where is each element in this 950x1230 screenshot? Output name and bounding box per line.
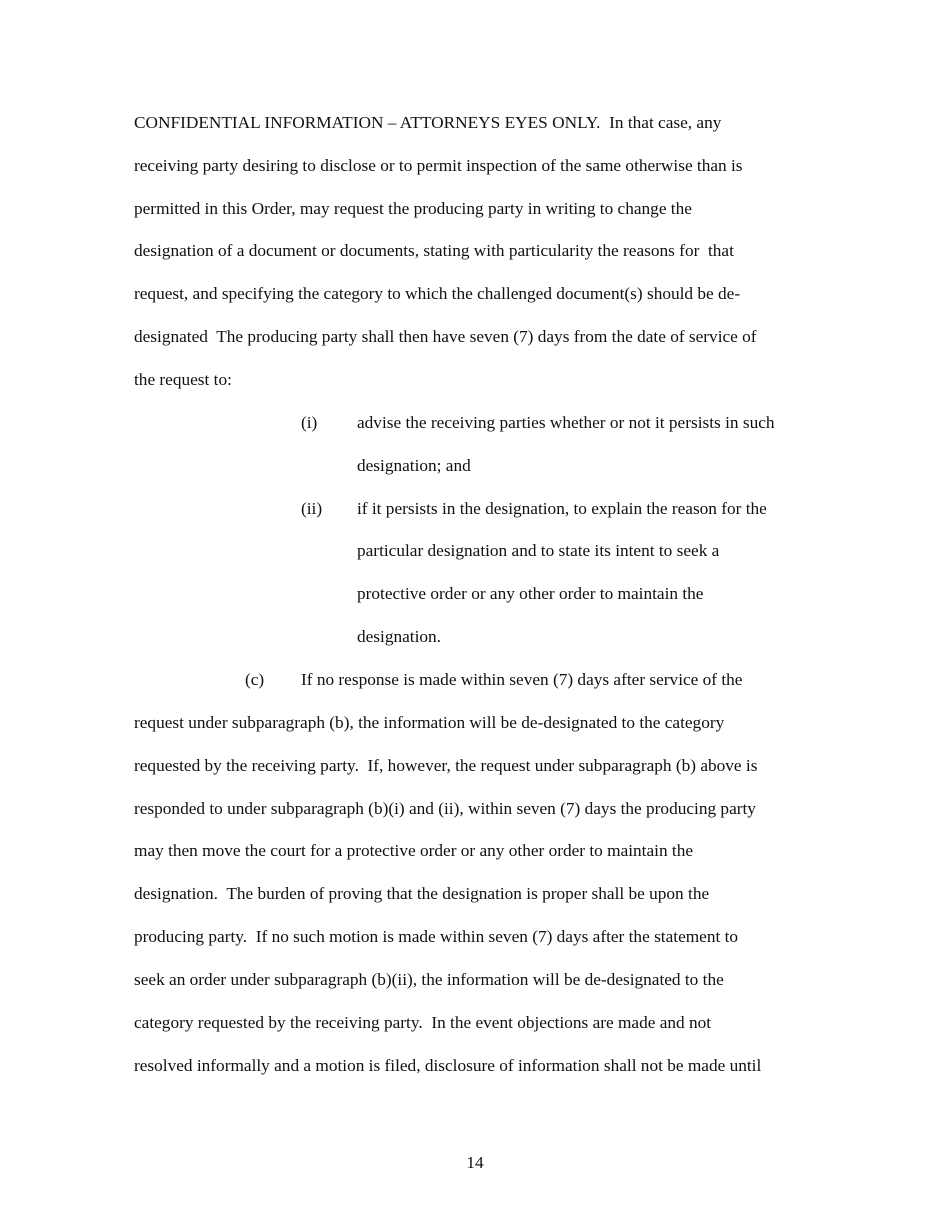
text-line: request, and specifying the category to which the challenged document(s) should be de- [134, 284, 741, 303]
text-line: designation. [357, 627, 441, 646]
text-line: may then move the court for a protective order or any other order to maintain the [134, 841, 694, 860]
text-line: If no response is made within seven (7) days after service of the [301, 670, 743, 689]
text-line: CONFIDENTIAL INFORMATION – ATTORNEYS EYES ONLY. In that case, any [134, 113, 722, 132]
text-line: permitted in this Order, may request the producing party in writing to change the [134, 199, 692, 218]
text-line: protective order or any other order to maintain the [357, 584, 704, 603]
text-line: designated The producing party shall then have seven (7) days from the date of service of [134, 327, 757, 346]
text-line: seek an order under subparagraph (b)(ii), the information will be de-designated to the [134, 970, 724, 989]
text-line: the request to: [134, 370, 232, 389]
paragraph-label: (c) [245, 670, 265, 689]
text-line: receiving party desiring to disclose or to permit inspection of the same otherwise than is [134, 156, 743, 175]
text-line: producing party. If no such motion is made within seven (7) days after the statement to [134, 927, 739, 946]
list-item-label: (ii) [301, 499, 323, 518]
text-line: resolved informally and a motion is filed, disclosure of information shall not be made until [134, 1056, 762, 1075]
page-number: 14 [466, 1153, 484, 1172]
text-line: advise the receiving parties whether or not it persists in such [357, 413, 775, 432]
list-item-label: (i) [301, 413, 318, 432]
text-line: designation. The burden of proving that the designation is proper shall be upon the [134, 884, 710, 903]
text-line: request under subparagraph (b), the information will be de-designated to the category [134, 713, 725, 732]
text-line: requested by the receiving party. If, however, the request under subparagraph (b) above is [134, 756, 758, 775]
text-line: category requested by the receiving party. In the event objections are made and not [134, 1013, 712, 1032]
text-line: particular designation and to state its intent to seek a [357, 541, 720, 560]
text-line: responded to under subparagraph (b)(i) and (ii), within seven (7) days the producing party [134, 799, 756, 818]
text-line: designation of a document or documents, stating with particularity the reasons for that [134, 241, 734, 260]
text-line: if it persists in the designation, to explain the reason for the [357, 499, 767, 518]
text-line: designation; and [357, 456, 471, 475]
